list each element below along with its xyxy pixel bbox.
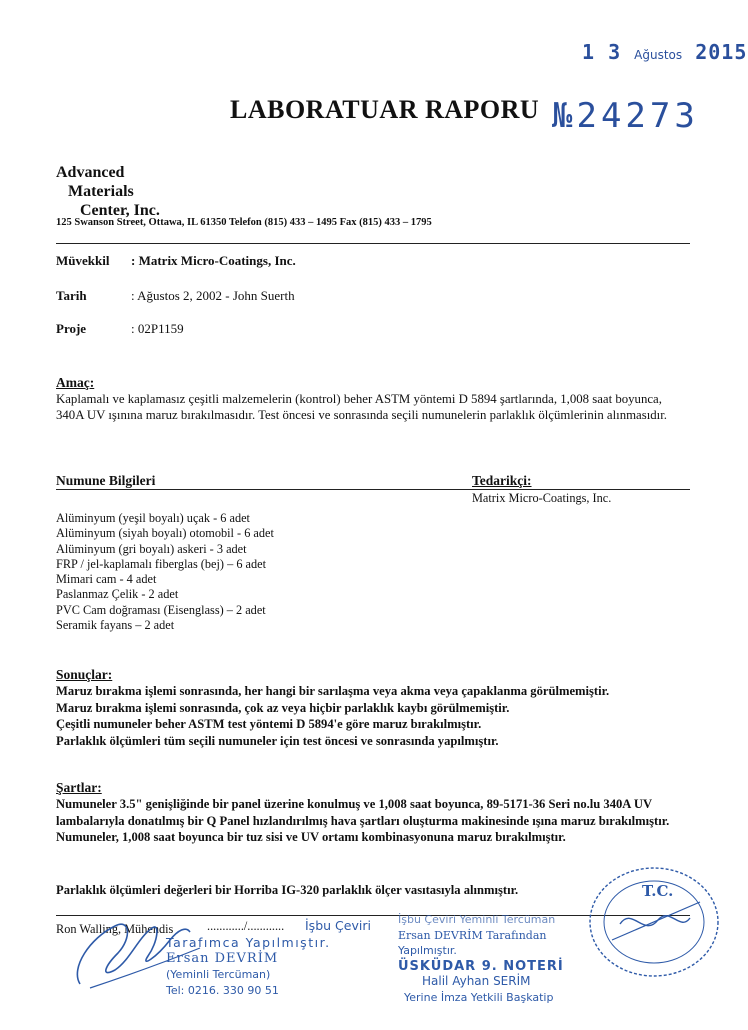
results-title: Sonuçlar: xyxy=(56,667,113,682)
conditions-text: Numuneler 3.5" genişliğinde bir panel üzerine konulmuş ve 1,008 saat boyunca, 89-5171-36 Seri no.lu 340A UV lambalarıyla donatılmış bir Q Panel hızlandırılmış hava şartları oluşturma makinesinde ışına maruz bırakılmıştır. Numuneler, 1,008 saat boyunca bir tuz sisi ve UV ortamı kombinasyonuna maruz bırakılmıştır. xyxy=(56,797,670,844)
list-item: FRP / jel-kaplamalı fiberglas (bej) – 6 adet xyxy=(56,556,267,571)
results-text xyxy=(56,683,716,749)
seal-text: T.C. xyxy=(642,882,674,900)
project-label: Proje xyxy=(56,321,87,336)
notary-stamp-line: Ersan DEVRİM Tarafından xyxy=(398,928,547,942)
samples-divider xyxy=(56,489,690,490)
samples-title: Numune Bilgileri xyxy=(56,473,156,488)
date-day: 1 3 xyxy=(582,40,622,64)
notary-stamp xyxy=(398,912,564,1005)
list-item: Mimari cam - 4 adet xyxy=(56,572,157,587)
company-line-1: Advanced xyxy=(56,164,125,181)
results-line: Maruz bırakma işlemi sonrasında, çok az veya hiçbir parlaklık kaybı görülmemiştir. xyxy=(56,700,510,715)
date-label: Tarih xyxy=(56,288,87,303)
list-item: Alüminyum (gri boyalı) askeri - 3 adet xyxy=(56,541,247,556)
notary-stamp-line: Halil Ayhan SERİM xyxy=(422,974,531,988)
list-item: Paslanmaz Çelik - 2 adet xyxy=(56,587,179,602)
results-line: Maruz bırakma işlemi sonrasında, her hangi bir sarılaşma veya akma veya çapaklanma görülmemiştir. xyxy=(56,684,610,698)
client-value: : Matrix Micro-Coatings, Inc. xyxy=(131,253,296,268)
date-month: Ağustos xyxy=(634,48,683,62)
company-name xyxy=(56,163,160,220)
list-item: Seramik fayans – 2 adet xyxy=(56,618,175,633)
date-stamp xyxy=(582,40,747,64)
results-line: Çeşitli numuneler beher ASTM test yöntemi D 5894'e göre maruz bırakılmıştır. xyxy=(56,717,482,731)
translator-stamp-line: Tel: 0216. 330 90 51 xyxy=(166,984,279,997)
samples-list xyxy=(56,511,274,633)
supplier-title: Tedarikçi: xyxy=(472,473,532,488)
translator-stamp-line: (Yeminli Tercüman) xyxy=(166,968,271,981)
page-title: LABORATUAR RAPORU xyxy=(230,95,540,124)
notary-stamp-line: Yapılmıştır. xyxy=(398,944,457,957)
company-address: 125 Swanson Street, Ottawa, IL 61350 Telefon (815) 433 – 1495 Fax (815) 433 – 1795 xyxy=(56,217,432,228)
list-item: Alüminyum (yeşil boyalı) uçak - 6 adet xyxy=(56,511,250,525)
company-line-2: Materials xyxy=(68,183,134,200)
client-label: Müvekkil xyxy=(56,253,110,268)
purpose-title: Amaç: xyxy=(56,375,95,390)
date-value: : Ağustos 2, 2002 - John Suerth xyxy=(131,288,295,303)
list-item: Alüminyum (siyah boyalı) otomobil - 6 adet xyxy=(56,526,274,541)
notary-stamp-line: Yerine İmza Yetkili Başkatip xyxy=(404,990,554,1004)
conditions-title: Şartlar: xyxy=(56,780,102,795)
translator-stamp-line: Tarafımca Yapılmıştır. xyxy=(166,935,331,950)
translation-note: İşbu Çeviri xyxy=(305,918,371,933)
signature-dots: ............/............ xyxy=(207,919,285,933)
supplier-name: Matrix Micro-Coatings, Inc. xyxy=(472,491,612,505)
results-line: Parlaklık ölçümleri tüm seçili numuneler için test öncesi ve sonrasında yapılmıştır. xyxy=(56,733,499,748)
company-line-3: Center, Inc. xyxy=(80,202,160,219)
gloss-measurement-text: Parlaklık ölçümleri değerleri bir Horriba IG-320 parlaklık ölçer vasıtasıyla alınmıştır. xyxy=(56,883,519,897)
purpose-text: Kaplamalı ve kaplamasız çeşitli malzemelerin (kontrol) beher ASTM yöntemi D 5894 şartlarında, 1,008 saat boyunca, 340A UV ışınına maruz bırakılmasıdır. Test öncesi ve sonrasında seçili numunelerin parlaklık ölçümlerinin alınmasıdır. xyxy=(56,392,667,422)
date-year: 2015 xyxy=(695,40,748,64)
signature-name: Ron Walling, Mühendis xyxy=(56,922,174,936)
report-number: №24273 xyxy=(552,96,699,136)
translator-stamp xyxy=(166,935,331,999)
notary-stamp-line: ÜSKÜDAR 9. NOTERİ xyxy=(398,958,564,974)
project-value: : 02P1159 xyxy=(131,321,184,336)
list-item: PVC Cam doğraması (Eisenglass) – 2 adet xyxy=(56,602,266,617)
translator-stamp-line: Ersan DEVRİM xyxy=(166,951,279,966)
notary-seal xyxy=(582,862,732,986)
header-divider xyxy=(56,243,690,244)
notary-stamp-line: İşbu Çeviri Yeminli Tercüman xyxy=(398,913,556,926)
